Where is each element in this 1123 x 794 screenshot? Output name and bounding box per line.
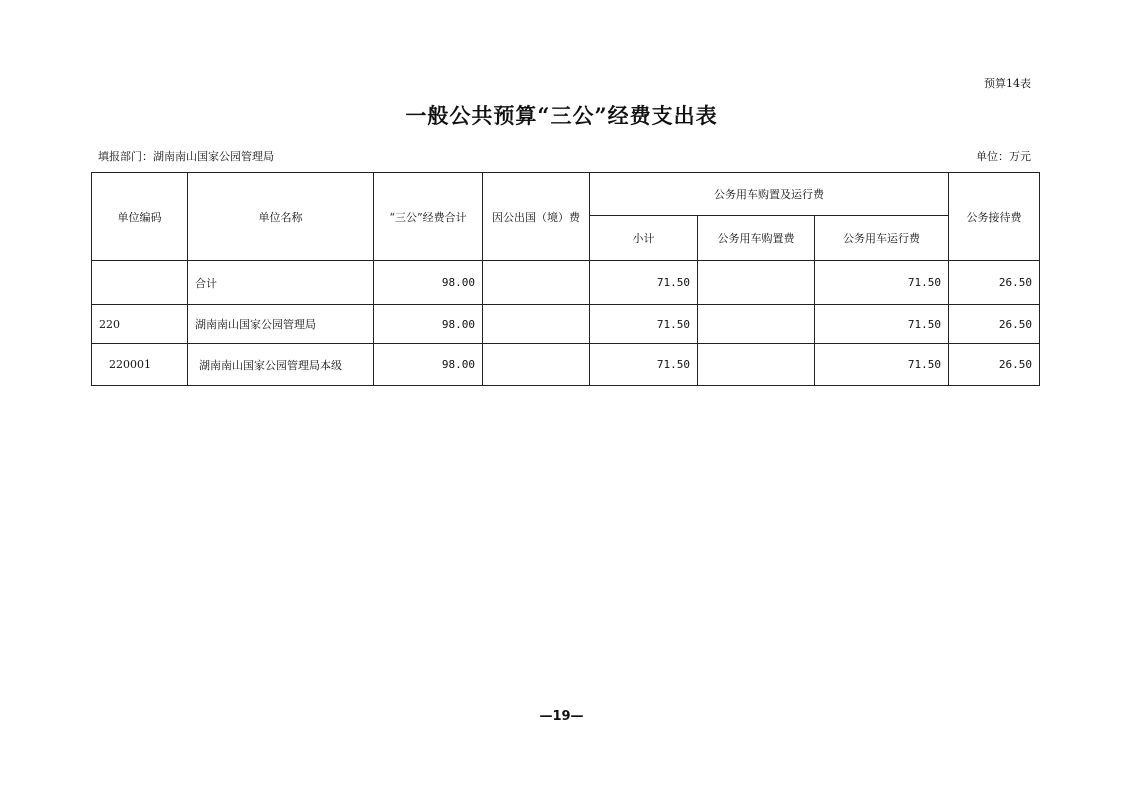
cell-code — [92, 261, 188, 305]
cell-name: 湖南南山国家公园管理局 — [188, 305, 374, 344]
header-reception: 公务接待费 — [949, 173, 1040, 261]
cell-reception: 26.50 — [949, 344, 1040, 386]
budget-table — [91, 172, 1040, 386]
cell-reception: 26.50 — [949, 261, 1040, 305]
table-number: 预算14表 — [984, 77, 1031, 90]
header-vehicle-purchase: 公务用车购置费 — [698, 216, 815, 261]
cell-code: 220001 — [92, 344, 188, 386]
cell-total: 98.00 — [374, 344, 483, 386]
cell-subtotal: 71.50 — [590, 344, 698, 386]
cell-code: 220 — [92, 305, 188, 344]
cell-reception: 26.50 — [949, 305, 1040, 344]
cell-purchase — [698, 305, 815, 344]
header-total: “三公”经费合计 — [374, 173, 483, 261]
cell-running: 71.50 — [815, 344, 949, 386]
cell-name: 合计 — [188, 261, 374, 305]
reporting-department: 填报部门：湖南南山国家公园管理局 — [98, 150, 274, 163]
cell-name: 湖南南山国家公园管理局本级 — [188, 344, 374, 386]
header-vehicle-group: 公务用车购置及运行费 — [590, 173, 949, 216]
cell-total: 98.00 — [374, 261, 483, 305]
cell-running: 71.50 — [815, 261, 949, 305]
header-unit-code: 单位编码 — [92, 173, 188, 261]
cell-running: 71.50 — [815, 305, 949, 344]
page-number: —19— — [539, 709, 584, 724]
table-row — [92, 344, 1040, 386]
cell-abroad — [483, 344, 590, 386]
header-subtotal: 小计 — [590, 216, 698, 261]
header-abroad: 因公出国（境）费 — [483, 173, 590, 261]
cell-purchase — [698, 344, 815, 386]
header-vehicle-running: 公务用车运行费 — [815, 216, 949, 261]
table-row — [92, 305, 1040, 344]
header-row-1 — [92, 173, 1040, 216]
cell-purchase — [698, 261, 815, 305]
meta-row — [98, 148, 1031, 164]
page-title: 一般公共预算“三公”经费支出表 — [405, 103, 718, 128]
cell-subtotal: 71.50 — [590, 305, 698, 344]
table-row — [92, 261, 1040, 305]
unit-of-measure: 单位：万元 — [976, 150, 1031, 163]
header-unit-name: 单位名称 — [188, 173, 374, 261]
cell-abroad — [483, 261, 590, 305]
cell-total: 98.00 — [374, 305, 483, 344]
cell-abroad — [483, 305, 590, 344]
cell-subtotal: 71.50 — [590, 261, 698, 305]
